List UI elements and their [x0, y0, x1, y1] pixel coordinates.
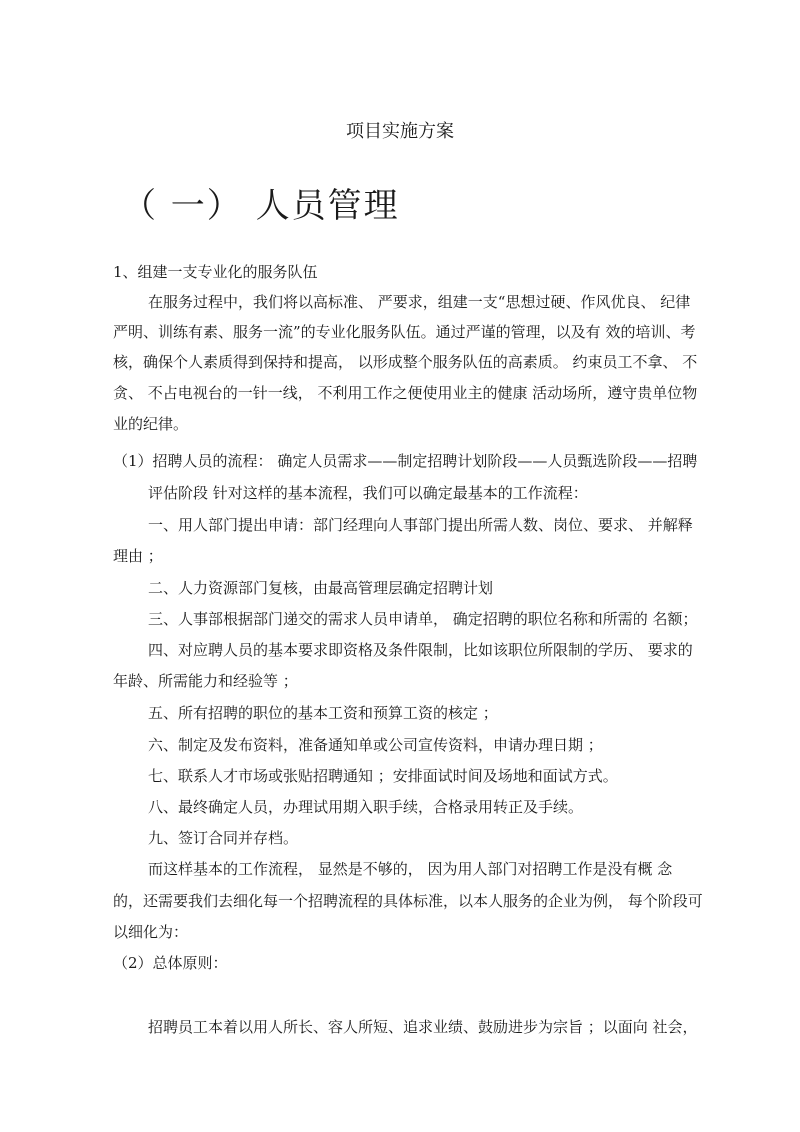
list-item: 一、用人部门提出申请：部门经理向人事部门提出所需人数、岗位、要求、 并解释 [148, 516, 693, 534]
paragraph-heading: （2）总体原则： [113, 954, 228, 972]
paragraph-line: 在服务过程中，我们将以高标准、 严要求，组建一支“思想过硬、作风优良、 纪律 [148, 293, 691, 311]
paragraph-line: 严明、训练有素、服务一流”的专业化服务队伍。通过严谨的管理，以及有 效的培训、考 [113, 323, 696, 341]
section-heading: （ 一） 人员管理 [122, 186, 400, 226]
paragraph-line: 而这样基本的工作流程， 显然是不够的， 因为用人部门对招聘工作是没有概 念 [148, 860, 673, 878]
list-item: 五、所有招聘的职位的基本工资和预算工资的核定 ； [148, 704, 498, 722]
paragraph-line: 招聘员工本着以用人所长、容人所短、追求业绩、鼓励进步为宗旨 ；以面向 社会， [148, 1018, 698, 1036]
list-item-continuation: 年龄、所需能力和经验等 ； [113, 672, 298, 690]
paragraph-line: （1）招聘人员的流程： 确定人员需求——制定招聘计划阶段——人员甄选阶段——招聘 [113, 452, 698, 470]
list-item: 六、制定及发布资料，准备通知单或公司宣传资料，申请办理日期 ； [148, 736, 603, 754]
paragraph-heading: 1、组建一支专业化的服务队伍 [113, 263, 318, 281]
paragraph-line: 以细化为： [113, 923, 189, 941]
document-title: 项目实施方案 [346, 121, 454, 142]
list-item: 三、人事部根据部门递交的需求人员申请单， 确定招聘的职位名称和所需的 名额； [148, 610, 698, 628]
list-item: 九、签订合同并存档。 [148, 829, 299, 847]
paragraph-line: 的，还需要我们去细化每一个招聘流程的具体标准，以本人服务的企业为例， 每个阶段可 [113, 892, 703, 910]
paragraph-line: 核，确保个人素质得到保持和提高， 以形成整个服务队伍的高素质。 约束员工不拿、 不 [113, 353, 698, 371]
paragraph-line: 评估阶段 针对这样的基本流程，我们可以确定最基本的工作流程： [148, 484, 588, 502]
list-item: 八、最终确定人员，办理试用期入职手续，合格录用转正及手续。 [148, 798, 584, 816]
list-item: 二、人力资源部门复核，由最高管理层确定招聘计划 [148, 579, 494, 597]
list-item-continuation: 理由 ； [113, 547, 163, 565]
paragraph-line: 业的纪律。 [113, 415, 189, 433]
paragraph-line: 贪、 不占电视台的一针一线， 不利用工作之便使用业主的健康 活动场所，遵守贵单位物 [113, 384, 698, 402]
list-item: 七、联系人才市场或张贴招聘通知 ；安排面试时间及场地和面试方式。 [148, 767, 618, 785]
list-item: 四、对应聘人员的基本要求即资格及条件限制，比如该职位所限制的学历、 要求的 [148, 641, 693, 659]
